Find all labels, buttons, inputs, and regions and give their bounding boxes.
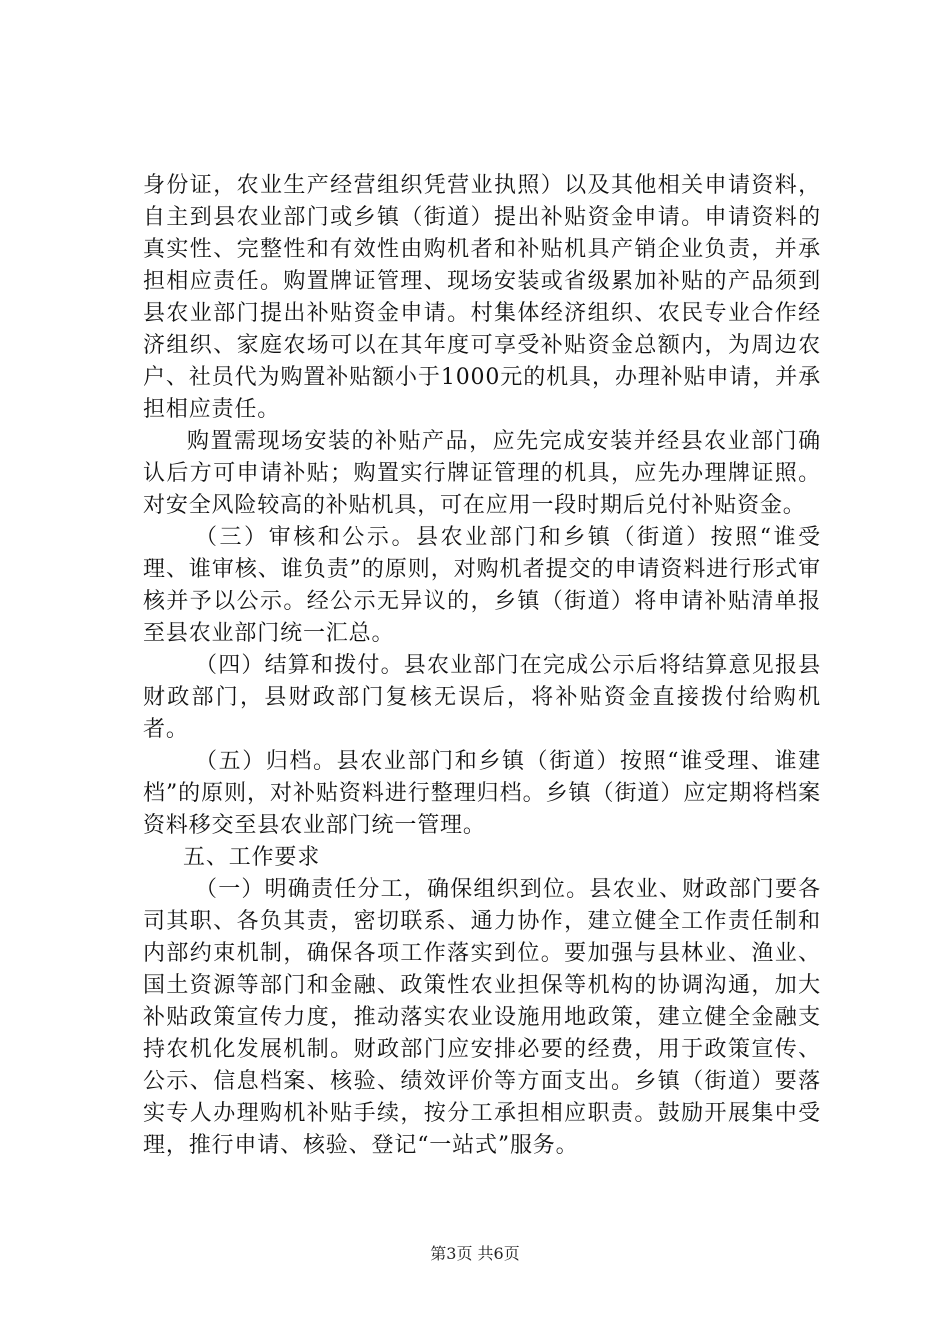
paragraph-installation-requirement: 购置需现场安装的补贴产品，应先完成安装并经县农业部门确认后方可申请补贴；购置实行牌证管理的机具，应先办理牌证照。对安全风险较高的补贴机具，可在应用一段时期后兑付补贴资金。 <box>143 429 821 518</box>
section-heading-work-requirements: 五、工作要求 <box>183 845 321 870</box>
paragraph-review-and-publicity: （三）审核和公示。县农业部门和乡镇（街道）按照“谁受理、谁审核、谁负责”的原则，对购机者提交的申请资料进行形式审核并予以公示。经公示无异议的，乡镇（街道）将申请补贴清单报至县农业部门统一汇总。 <box>143 525 821 646</box>
document-body <box>143 170 821 1162</box>
paragraph-settlement-and-payment: （四）结算和拨付。县农业部门在完成公示后将结算意见报县财政部门，县财政部门复核无误后，将补贴资金直接拨付给购机者。 <box>143 653 821 742</box>
paragraph-responsibility-division: （一）明确责任分工，确保组织到位。县农业、财政部门要各司其职、各负其责，密切联系、通力协作，建立健全工作责任制和内部约束机制，确保各项工作落实到位。要加强与县林业、渔业、国土资源等部门和金融、政策性农业担保等机构的协调沟通，加大补贴政策宣传力度，推动落实农业设施用地政策，建立健全金融支持农机化发展机制。财政部门应安排必要的经费，用于政策宣传、公示、信息档案、核验、绩效评价等方面支出。乡镇（街道）要落实专人办理购机补贴手续，按分工承担相应职责。鼓励开展集中受理，推行申请、核验、登记“一站式”服务。 <box>143 877 821 1158</box>
paragraph-application-materials: 身份证，农业生产经营组织凭营业执照）以及其他相关申请资料，自主到县农业部门或乡镇（街道）提出补贴资金申请。申请资料的真实性、完整性和有效性由购机者和补贴机具产销企业负责，并承担相应责任。购置牌证管理、现场安装或省级累加补贴的产品须到县农业部门提出补贴资金申请。村集体经济组织、农民专业合作经济组织、家庭农场可以在其年度可享受补贴资金总额内，为周边农户、社员代为购置补贴额小于1000元的机具，办理补贴申请，并承担相应责任。 <box>143 173 821 422</box>
paragraph-archiving: （五）归档。县农业部门和乡镇（街道）按照“谁受理、谁建档”的原则，对补贴资料进行整理归档。乡镇（街道）应定期将档案资料移交至县农业部门统一管理。 <box>143 749 821 838</box>
page-number-footer: 第3页 共6页 <box>430 1244 520 1263</box>
